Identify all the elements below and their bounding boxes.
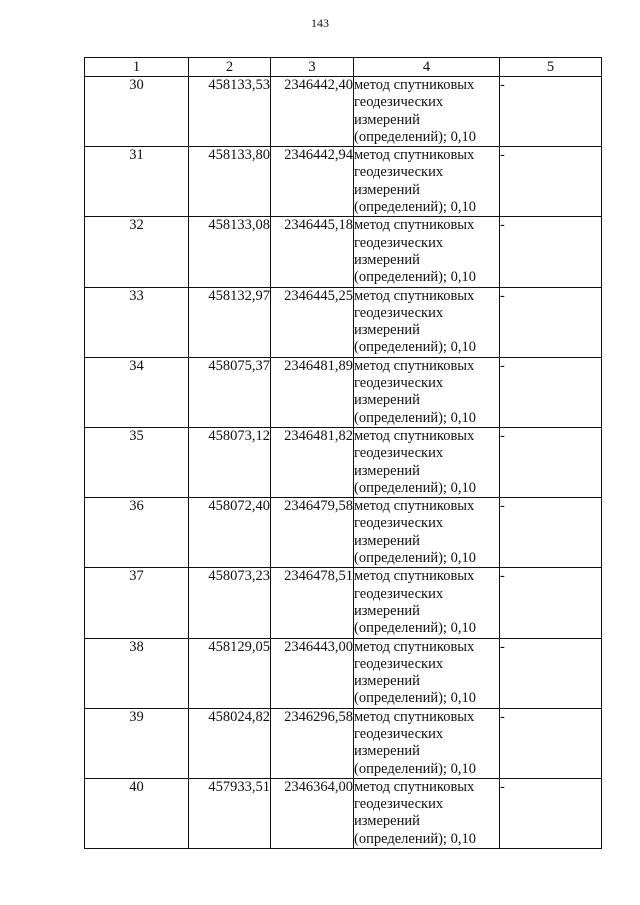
table-row [85,147,602,217]
note: - [500,638,602,708]
table-row [85,287,602,357]
y-coordinate: 2346478,51 [271,568,354,638]
header-col-4: 4 [354,58,500,77]
header-col-2: 2 [189,58,271,77]
x-coordinate: 458024,82 [189,708,271,778]
point-number: 31 [85,147,189,217]
method-accuracy: метод спутниковых геодезических измерений (определений); 0,10 [354,217,500,287]
point-number: 40 [85,778,189,848]
coordinates-table [84,57,602,849]
x-coordinate: 458133,80 [189,147,271,217]
note: - [500,147,602,217]
table-row [85,427,602,497]
x-coordinate: 458075,37 [189,357,271,427]
y-coordinate: 2346443,00 [271,638,354,708]
method-accuracy: метод спутниковых геодезических измерений (определений); 0,10 [354,287,500,357]
table-header-row [85,58,602,77]
point-number: 33 [85,287,189,357]
table-row [85,568,602,638]
y-coordinate: 2346481,89 [271,357,354,427]
header-col-3: 3 [271,58,354,77]
method-accuracy: метод спутниковых геодезических измерений (определений); 0,10 [354,568,500,638]
note: - [500,427,602,497]
x-coordinate: 458133,53 [189,77,271,147]
note: - [500,778,602,848]
note: - [500,708,602,778]
table-row [85,357,602,427]
point-number: 32 [85,217,189,287]
method-accuracy: метод спутниковых геодезических измерений (определений); 0,10 [354,147,500,217]
y-coordinate: 2346296,58 [271,708,354,778]
y-coordinate: 2346479,58 [271,498,354,568]
point-number: 36 [85,498,189,568]
point-number: 38 [85,638,189,708]
table-row [85,638,602,708]
y-coordinate: 2346442,40 [271,77,354,147]
page-number: 143 [311,16,329,30]
x-coordinate: 458129,05 [189,638,271,708]
note: - [500,217,602,287]
method-accuracy: метод спутниковых геодезических измерений (определений); 0,10 [354,427,500,497]
method-accuracy: метод спутниковых геодезических измерений (определений); 0,10 [354,638,500,708]
note: - [500,77,602,147]
table-row [85,217,602,287]
x-coordinate: 458133,08 [189,217,271,287]
table-row [85,778,602,848]
method-accuracy: метод спутниковых геодезических измерений (определений); 0,10 [354,498,500,568]
x-coordinate: 458072,40 [189,498,271,568]
x-coordinate: 458132,97 [189,287,271,357]
x-coordinate: 458073,23 [189,568,271,638]
y-coordinate: 2346445,18 [271,217,354,287]
table-row [85,77,602,147]
point-number: 35 [85,427,189,497]
note: - [500,287,602,357]
y-coordinate: 2346481,82 [271,427,354,497]
table-row [85,498,602,568]
y-coordinate: 2346445,25 [271,287,354,357]
method-accuracy: метод спутниковых геодезических измерений (определений); 0,10 [354,708,500,778]
point-number: 39 [85,708,189,778]
x-coordinate: 457933,51 [189,778,271,848]
y-coordinate: 2346442,94 [271,147,354,217]
point-number: 37 [85,568,189,638]
y-coordinate: 2346364,00 [271,778,354,848]
method-accuracy: метод спутниковых геодезических измерений (определений); 0,10 [354,77,500,147]
header-col-1: 1 [85,58,189,77]
point-number: 34 [85,357,189,427]
table-row [85,708,602,778]
point-number: 30 [85,77,189,147]
note: - [500,357,602,427]
method-accuracy: метод спутниковых геодезических измерений (определений); 0,10 [354,778,500,848]
header-col-5: 5 [500,58,602,77]
x-coordinate: 458073,12 [189,427,271,497]
method-accuracy: метод спутниковых геодезических измерений (определений); 0,10 [354,357,500,427]
note: - [500,568,602,638]
note: - [500,498,602,568]
